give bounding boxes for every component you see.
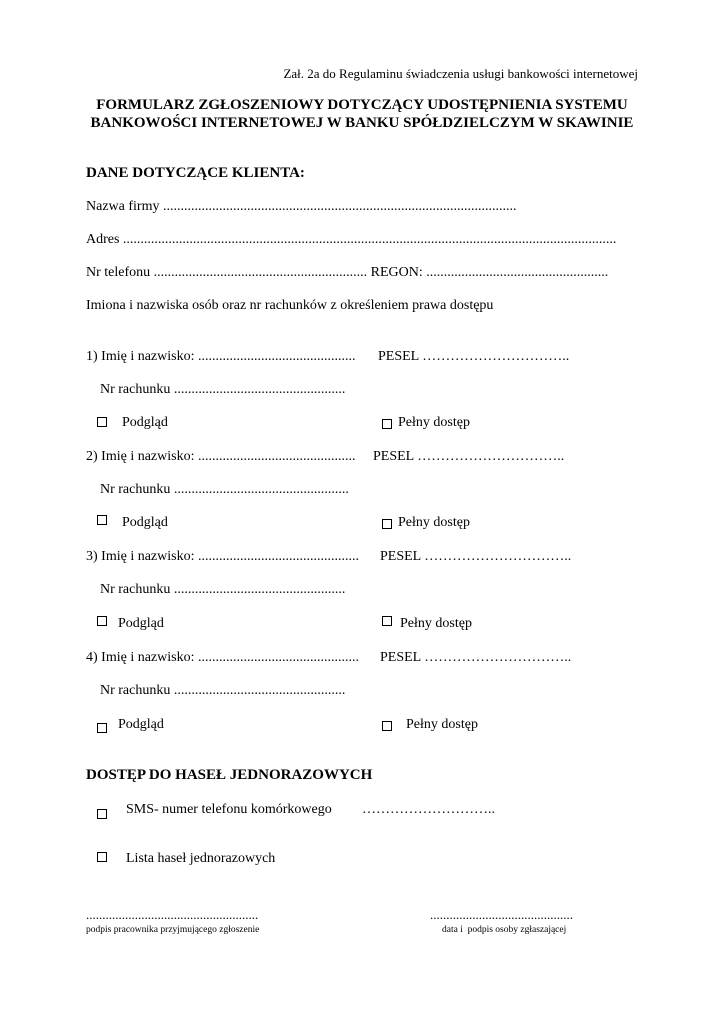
otp-section-heading: DOSTĘP DO HASEŁ JEDNORAZOWYCH <box>86 767 373 783</box>
person-3-full-label: Pełny dostęp <box>400 616 472 631</box>
person-2-view-label: Podgląd <box>122 515 168 530</box>
person-1-view-checkbox[interactable] <box>97 417 107 427</box>
sms-checkbox[interactable] <box>97 809 107 819</box>
otp-list-checkbox[interactable] <box>97 852 107 862</box>
applicant-signature-line[interactable]: ............................................ <box>430 907 573 922</box>
person-4-pesel-field[interactable]: PESEL ………………………….. <box>380 650 572 665</box>
person-3-name-field[interactable]: 3) Imię i nazwisko: .............................................. <box>86 549 359 564</box>
address-field[interactable]: Adres ............................................................................................................................................. <box>86 232 617 247</box>
person-4-account-field[interactable]: Nr rachunku ................................................. <box>100 683 346 698</box>
header-note: Zał. 2a do Regulaminu świadczenia usługi bankowości internetowej <box>283 66 638 81</box>
staff-signature-line[interactable]: ..................................................... <box>86 907 259 922</box>
person-4-full-label: Pełny dostęp <box>406 717 478 732</box>
person-3-full-checkbox[interactable] <box>382 616 392 626</box>
staff-signature-caption: podpis pracownika przyjmującego zgłoszenie <box>86 925 260 935</box>
person-2-full-checkbox[interactable] <box>382 519 392 529</box>
person-2-view-checkbox[interactable] <box>97 515 107 525</box>
person-1-full-label: Pełny dostęp <box>398 415 470 430</box>
person-3-view-checkbox[interactable] <box>97 616 107 626</box>
applicant-signature-caption: data i podpis osoby zgłaszającej <box>442 925 567 935</box>
person-4-full-checkbox[interactable] <box>382 721 392 731</box>
sms-phone-field[interactable]: ……………………….. <box>362 802 495 817</box>
person-4-view-checkbox[interactable] <box>97 723 107 733</box>
person-2-full-label: Pełny dostęp <box>398 515 470 530</box>
sms-label: SMS- numer telefonu komórkowego <box>126 802 332 817</box>
person-3-account-field[interactable]: Nr rachunku ................................................. <box>100 582 346 597</box>
person-2-name-field[interactable]: 2) Imię i nazwisko: ............................................. <box>86 449 356 464</box>
company-name-field[interactable]: Nazwa firmy ..................................................................................................... <box>86 199 517 214</box>
person-3-view-label: Podgląd <box>118 616 164 631</box>
person-3-pesel-field[interactable]: PESEL ………………………….. <box>380 549 572 564</box>
person-2-pesel-field[interactable]: PESEL ………………………….. <box>373 449 565 464</box>
client-section-heading: DANE DOTYCZĄCE KLIENTA: <box>86 165 305 181</box>
otp-list-label: Lista haseł jednorazowych <box>126 851 276 866</box>
person-4-name-field[interactable]: 4) Imię i nazwisko: .............................................. <box>86 650 359 665</box>
person-4-view-label: Podgląd <box>118 717 164 732</box>
person-2-account-field[interactable]: Nr rachunku .................................................. <box>100 482 349 497</box>
form-title-line-1: FORMULARZ ZGŁOSZENIOWY DOTYCZĄCY UDOSTĘPNIENIA SYSTEMU <box>96 97 628 113</box>
form-title-line-2: BANKOWOŚCI INTERNETOWEJ W BANKU SPÓŁDZIELCZYM W SKAWINIE <box>90 115 634 131</box>
person-1-full-checkbox[interactable] <box>382 419 392 429</box>
person-1-name-field[interactable]: 1) Imię i nazwisko: ............................................. <box>86 349 356 364</box>
person-1-view-label: Podgląd <box>122 415 168 430</box>
persons-intro: Imiona i nazwiska osób oraz nr rachunków z określeniem prawa dostępu <box>86 298 494 313</box>
phone-regon-field[interactable]: Nr telefonu ............................................................. REGON: .................................................... <box>86 265 609 280</box>
person-1-pesel-field[interactable]: PESEL ………………………….. <box>378 349 570 364</box>
person-1-account-field[interactable]: Nr rachunku ................................................. <box>100 382 346 397</box>
